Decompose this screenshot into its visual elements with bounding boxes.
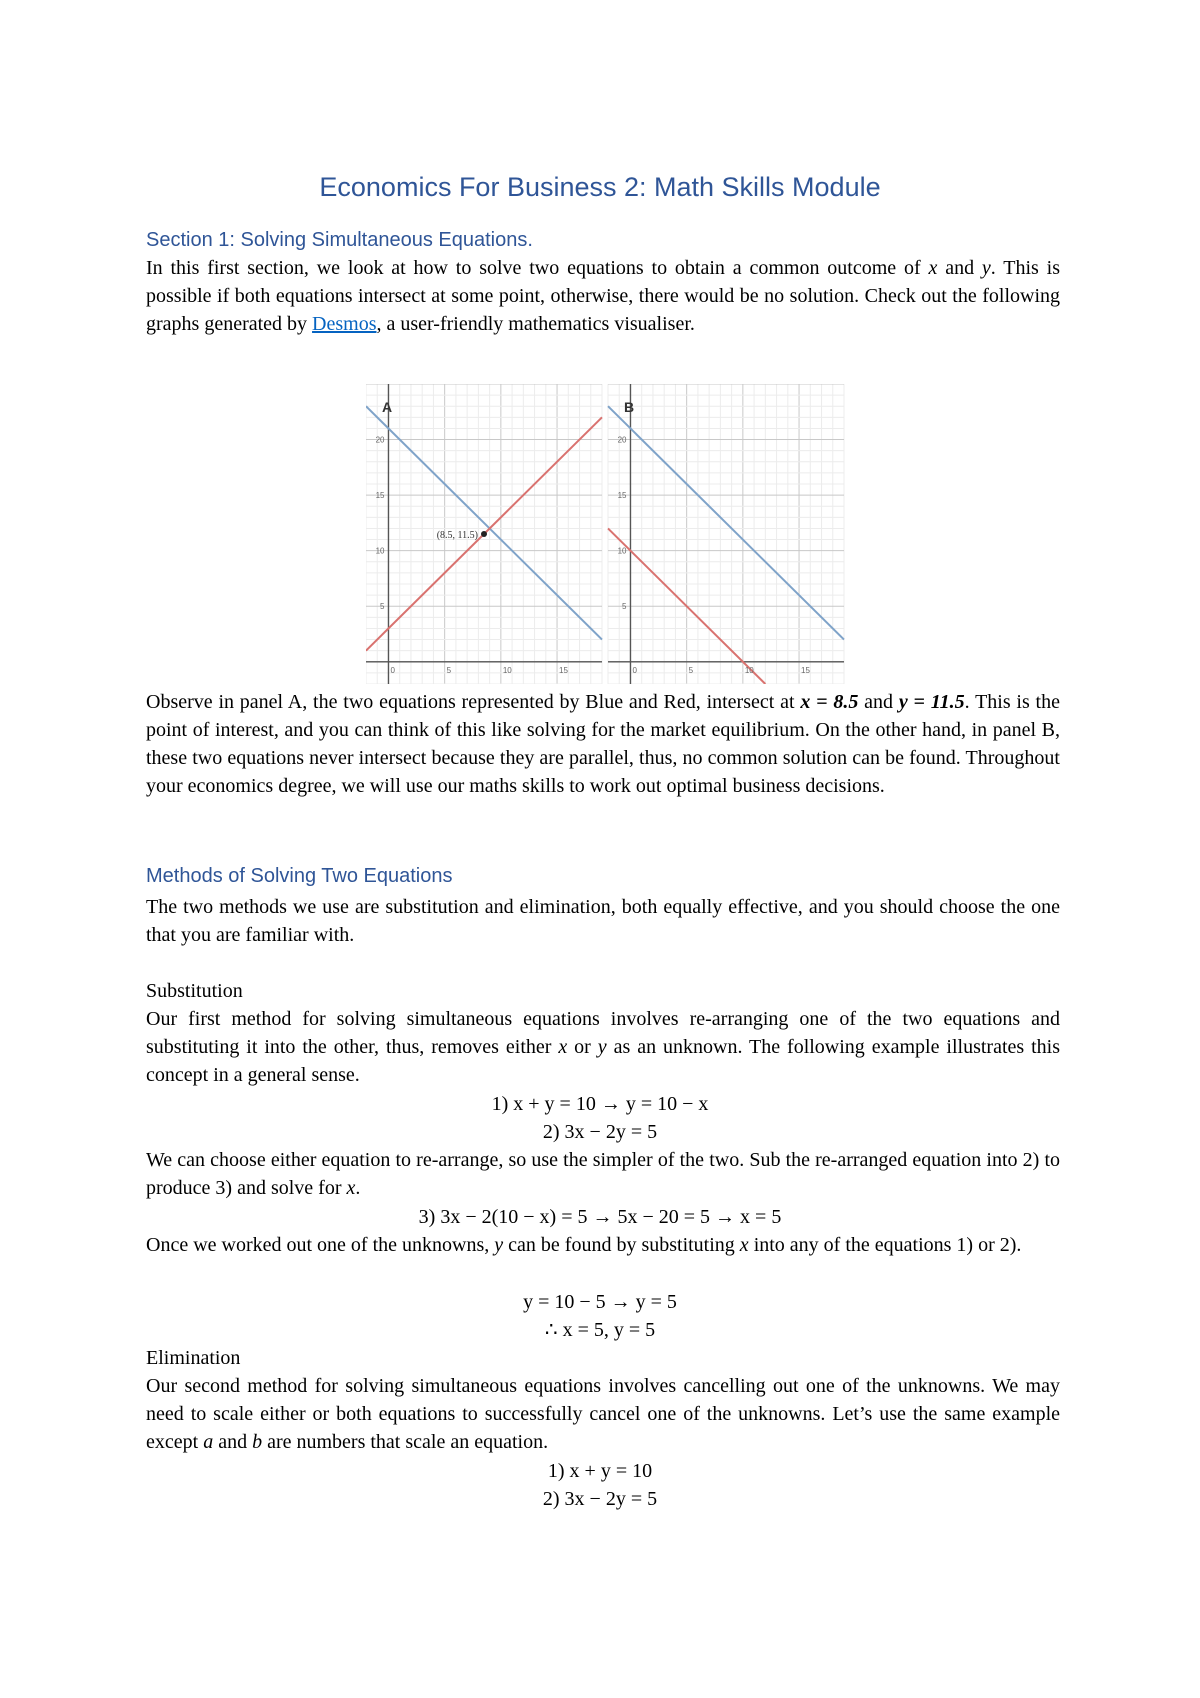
sub-var-x-3: x [739, 1234, 749, 1256]
intersection-label: (8.5, 11.5) [436, 530, 478, 541]
y-tick-label: 5 [622, 602, 627, 612]
sub-var-x-2: x [346, 1177, 356, 1199]
intersection-point [481, 531, 487, 537]
x-tick-label: 10 [744, 665, 754, 675]
elim-var-a: a [203, 1431, 214, 1453]
y-tick-label: 10 [375, 546, 385, 556]
elim-text-1-post: are numbers that scale an equation. [262, 1431, 549, 1453]
elimination-equation-2: 2) 3x − 2y = 5 [542, 1488, 658, 1510]
intro-text-post: , a user-friendly mathematics visualiser. [376, 313, 695, 335]
elimination-paragraph [146, 1372, 1060, 1456]
observe-eq-x: x = 8.5 [800, 691, 859, 713]
substitution-paragraph-1 [146, 1005, 1060, 1089]
panel-a-label: A [382, 399, 393, 415]
substitution-equation-1: 1) x + y = 10 → y = 10 − x [491, 1093, 709, 1115]
graph-figure [366, 384, 856, 684]
observe-eq-y: y = 11.5 [898, 691, 965, 713]
graph-panel-a [366, 384, 602, 684]
panel-b-background [608, 384, 844, 684]
section-1-intro [146, 254, 1060, 338]
x-tick-label: 15 [559, 665, 568, 675]
panel-b-label: B [624, 399, 635, 415]
x-tick-label: 0 [632, 665, 637, 675]
observe-text-2: and [858, 691, 899, 713]
sub-var-y-3: y [494, 1234, 504, 1256]
graph-panel-b [608, 384, 844, 684]
y-tick-label: 20 [617, 435, 627, 445]
substitution-paragraph-2 [146, 1146, 1060, 1202]
substitution-paragraph-3 [146, 1231, 1060, 1259]
methods-heading: Methods of Solving Two Equations [146, 865, 453, 887]
substitution-equation-4: y = 10 − 5 → y = 5 [523, 1291, 677, 1313]
substitution-equation-5: ∴ x = 5, y = 5 [544, 1319, 656, 1341]
elimination-heading: Elimination [146, 1347, 241, 1369]
sub-text-3-mid: can be found by substituting [503, 1234, 740, 1256]
elim-text-1: Our second method for solving simultaneous equations involves cancelling out one of the unknowns. We may need to scale either or both equations to successfully cancel one of the unknowns. Let’s use the same example except [146, 1375, 1060, 1453]
and-word: and [937, 257, 982, 279]
methods-text: The two methods we use are substitution and elimination, both equally effective, and you should choose the one that you are familiar with. [146, 896, 1060, 946]
x-tick-label: 0 [390, 665, 395, 675]
y-tick-label: 15 [375, 491, 385, 501]
var-x: x [928, 257, 938, 279]
y-tick-label: 20 [375, 435, 385, 445]
sub-text-1-post: as an unknown. The following example illustrates this concept in a general sense. [146, 1036, 1060, 1086]
observe-text-3: . This is the point of interest, and you can think of this like solving for the market equilibrium. On the other hand, in panel B, these two equations never intersect because they are parallel, thus, no common solution can be found. Throughout your economics degree, we will use our maths skills to work out optimal business decisions. [146, 691, 1060, 797]
sub-or-word: or [567, 1036, 598, 1058]
substitution-equation-3: 3) 3x − 2(10 − x) = 5 → 5x − 20 = 5 → x = 5 [418, 1206, 782, 1228]
y-tick-label: 5 [380, 602, 385, 612]
sub-var-x: x [558, 1036, 568, 1058]
observe-text-1: Observe in panel A, the two equations represented by Blue and Red, intersect at [146, 691, 801, 713]
section-1-heading: Section 1: Solving Simultaneous Equations. [146, 229, 533, 251]
sub-text-1: Our first method for solving simultaneous equations involves re-arranging one of the two equations and substituting it into the other, thus, removes either [146, 1008, 1060, 1058]
sub-text-3: Once we worked out one of the unknowns, [146, 1234, 495, 1256]
substitution-heading: Substitution [146, 980, 243, 1002]
substitution-equation-2: 2) 3x − 2y = 5 [542, 1121, 658, 1143]
elimination-equation-1: 1) x + y = 10 [547, 1460, 653, 1482]
sub-var-y: y [597, 1036, 607, 1058]
sub-text-2: We can choose either equation to re-arrange, so use the simpler of the two. Sub the re-arranged equation into 2) to produce 3) and solve for [146, 1149, 1060, 1199]
intro-text: In this first section, we look at how to solve two equations to obtain a common outcome of [146, 257, 929, 279]
desmos-link[interactable]: Desmos [312, 313, 377, 335]
sub-text-2-post: . [355, 1177, 361, 1199]
page-title: Economics For Business 2: Math Skills Module [319, 172, 881, 202]
y-tick-label: 15 [617, 491, 627, 501]
elim-and-word: and [213, 1431, 253, 1453]
intro-text-mid: . This is possible if both equations intersect at some point, otherwise, there would be no solution. Check out the following graphs generated by [146, 257, 1060, 335]
observe-paragraph [146, 688, 1060, 800]
x-tick-label: 10 [502, 665, 512, 675]
x-tick-label: 5 [446, 665, 452, 675]
var-y: y [981, 257, 991, 279]
sub-text-3-post: into any of the equations 1) or 2). [748, 1234, 1022, 1256]
x-tick-label: 5 [688, 665, 694, 675]
y-tick-label: 10 [617, 546, 627, 556]
x-tick-label: 15 [801, 665, 810, 675]
elim-var-b: b [252, 1431, 263, 1453]
